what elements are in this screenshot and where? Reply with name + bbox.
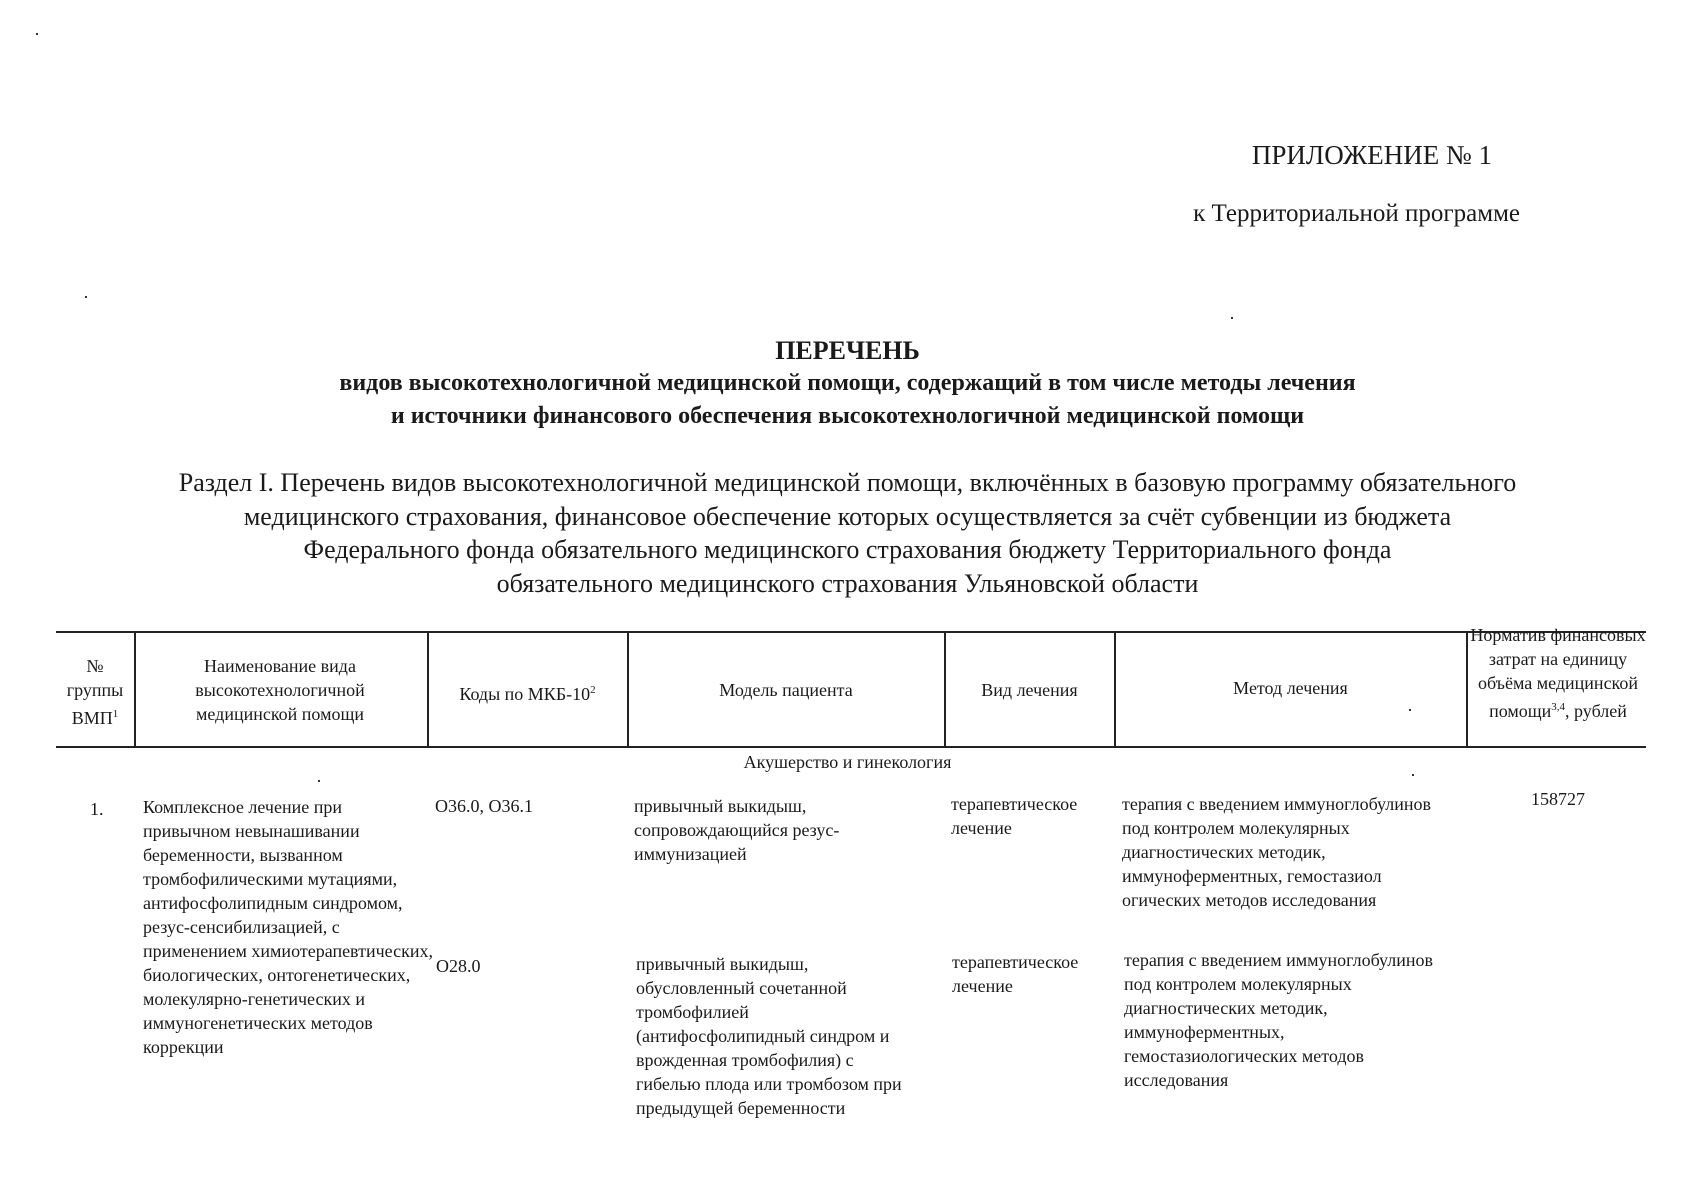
header-group-number-text: № группы ВМП	[66, 656, 124, 728]
appendix-number: ПРИЛОЖЕНИЕ № 1	[1251, 140, 1492, 170]
header-cost-norm	[1470, 623, 1646, 723]
table-top-rule	[56, 631, 1646, 633]
header-patient-model: Модель пациента	[719, 680, 853, 700]
row-cost-norm: 158727	[1531, 789, 1585, 809]
row-icd-codes: O36.0, O36.1	[435, 796, 533, 816]
row-care-type-name: Комплексное лечение при привычном невынашивании беременности, вызванном тромбофилическими мутациями, антифосфолипидным синдромом, резус-сенсибилизацией, с применением химиотерапевтических, биологических, онтогенетических, молекулярно-генетических и иммуногенетических методов коррекции	[143, 797, 433, 1057]
header-cost-norm-unit: , рублей	[1565, 701, 1627, 721]
header-treatment-method: Метод лечения	[1233, 678, 1348, 698]
scan-speck	[85, 296, 87, 298]
column-divider	[1114, 631, 1116, 747]
column-divider	[427, 631, 429, 747]
scan-speck	[36, 33, 38, 35]
document-subtitle-line-1: видов высокотехнологичной медицинской помощи, содержащий в том числе методы лечения	[339, 370, 1356, 396]
scan-speck	[1412, 774, 1414, 776]
header-group-number	[58, 654, 132, 730]
column-divider	[1466, 631, 1468, 747]
row-patient-model: привычный выкидыш, сопровождающийся резус-иммунизацией	[634, 796, 840, 864]
header-cost-norm-footnote: 3,4	[1551, 701, 1566, 713]
row-patient-model: привычный выкидыш, обусловленный сочетанной тромбофилией (антифосфолипидный синдром и врожденная тромбофилия) с гибелью плода или тромбозом при предыдущей беременности	[636, 954, 902, 1118]
row-treatment-method: терапия с введением иммуноглобулинов под контролем молекулярных диагностических методик, иммуноферментных, гемостазиол огических методов исследования	[1122, 794, 1432, 910]
row-treatment-type: терапевтическое лечение	[951, 794, 1078, 838]
table-section-row: Акушерство и гинекология	[743, 752, 952, 772]
header-group-number-footnote: 1	[112, 708, 119, 720]
header-icd-codes-text: Коды по МКБ-10	[459, 684, 591, 704]
header-care-type-name: Наименование вида высокотехнологичной медицинской помощи	[195, 656, 365, 724]
table-header-bottom-rule	[56, 746, 1646, 748]
section-heading-line-3: Федерального фонда обязательного медицинского страхования бюджету Территориального фонда	[303, 535, 1392, 564]
row-treatment-method: терапия с введением иммуноглобулинов под контролем молекулярных диагностических методик, иммуноферментных, гемостазиологических методов исследования	[1124, 950, 1434, 1090]
appendix-reference: к Территориальной программе	[1193, 200, 1520, 227]
scan-speck	[1231, 317, 1233, 319]
scan-speck	[1409, 709, 1411, 711]
section-heading-line-4: обязательного медицинского страхования Ульяновской области	[496, 569, 1199, 598]
row-number: 1.	[90, 799, 104, 819]
header-cost-norm-text: Норматив финансовых затрат на единицу объёма медицинской помощи	[1470, 625, 1646, 721]
document-title: ПЕРЕЧЕНЬ	[775, 336, 920, 365]
column-divider	[944, 631, 946, 747]
row-icd-codes: O28.0	[436, 956, 481, 976]
header-icd-codes-footnote: 2	[590, 684, 596, 696]
section-heading-line-1: Раздел I. Перечень видов высокотехнологичной медицинской помощи, включённых в базовую программу обязательного	[178, 468, 1517, 497]
section-heading-line-2: медицинского страхования, финансовое обеспечение которых осуществляется за счёт субвенции из бюджета	[243, 502, 1452, 531]
document-subtitle-line-2: и источники финансового обеспечения высокотехнологичной медицинской помощи	[390, 403, 1305, 429]
scan-speck	[318, 780, 320, 782]
column-divider	[627, 631, 629, 747]
column-divider	[134, 631, 136, 747]
header-treatment-type: Вид лечения	[981, 680, 1078, 700]
row-treatment-type: терапевтическое лечение	[952, 952, 1079, 996]
header-icd-codes	[430, 678, 625, 706]
